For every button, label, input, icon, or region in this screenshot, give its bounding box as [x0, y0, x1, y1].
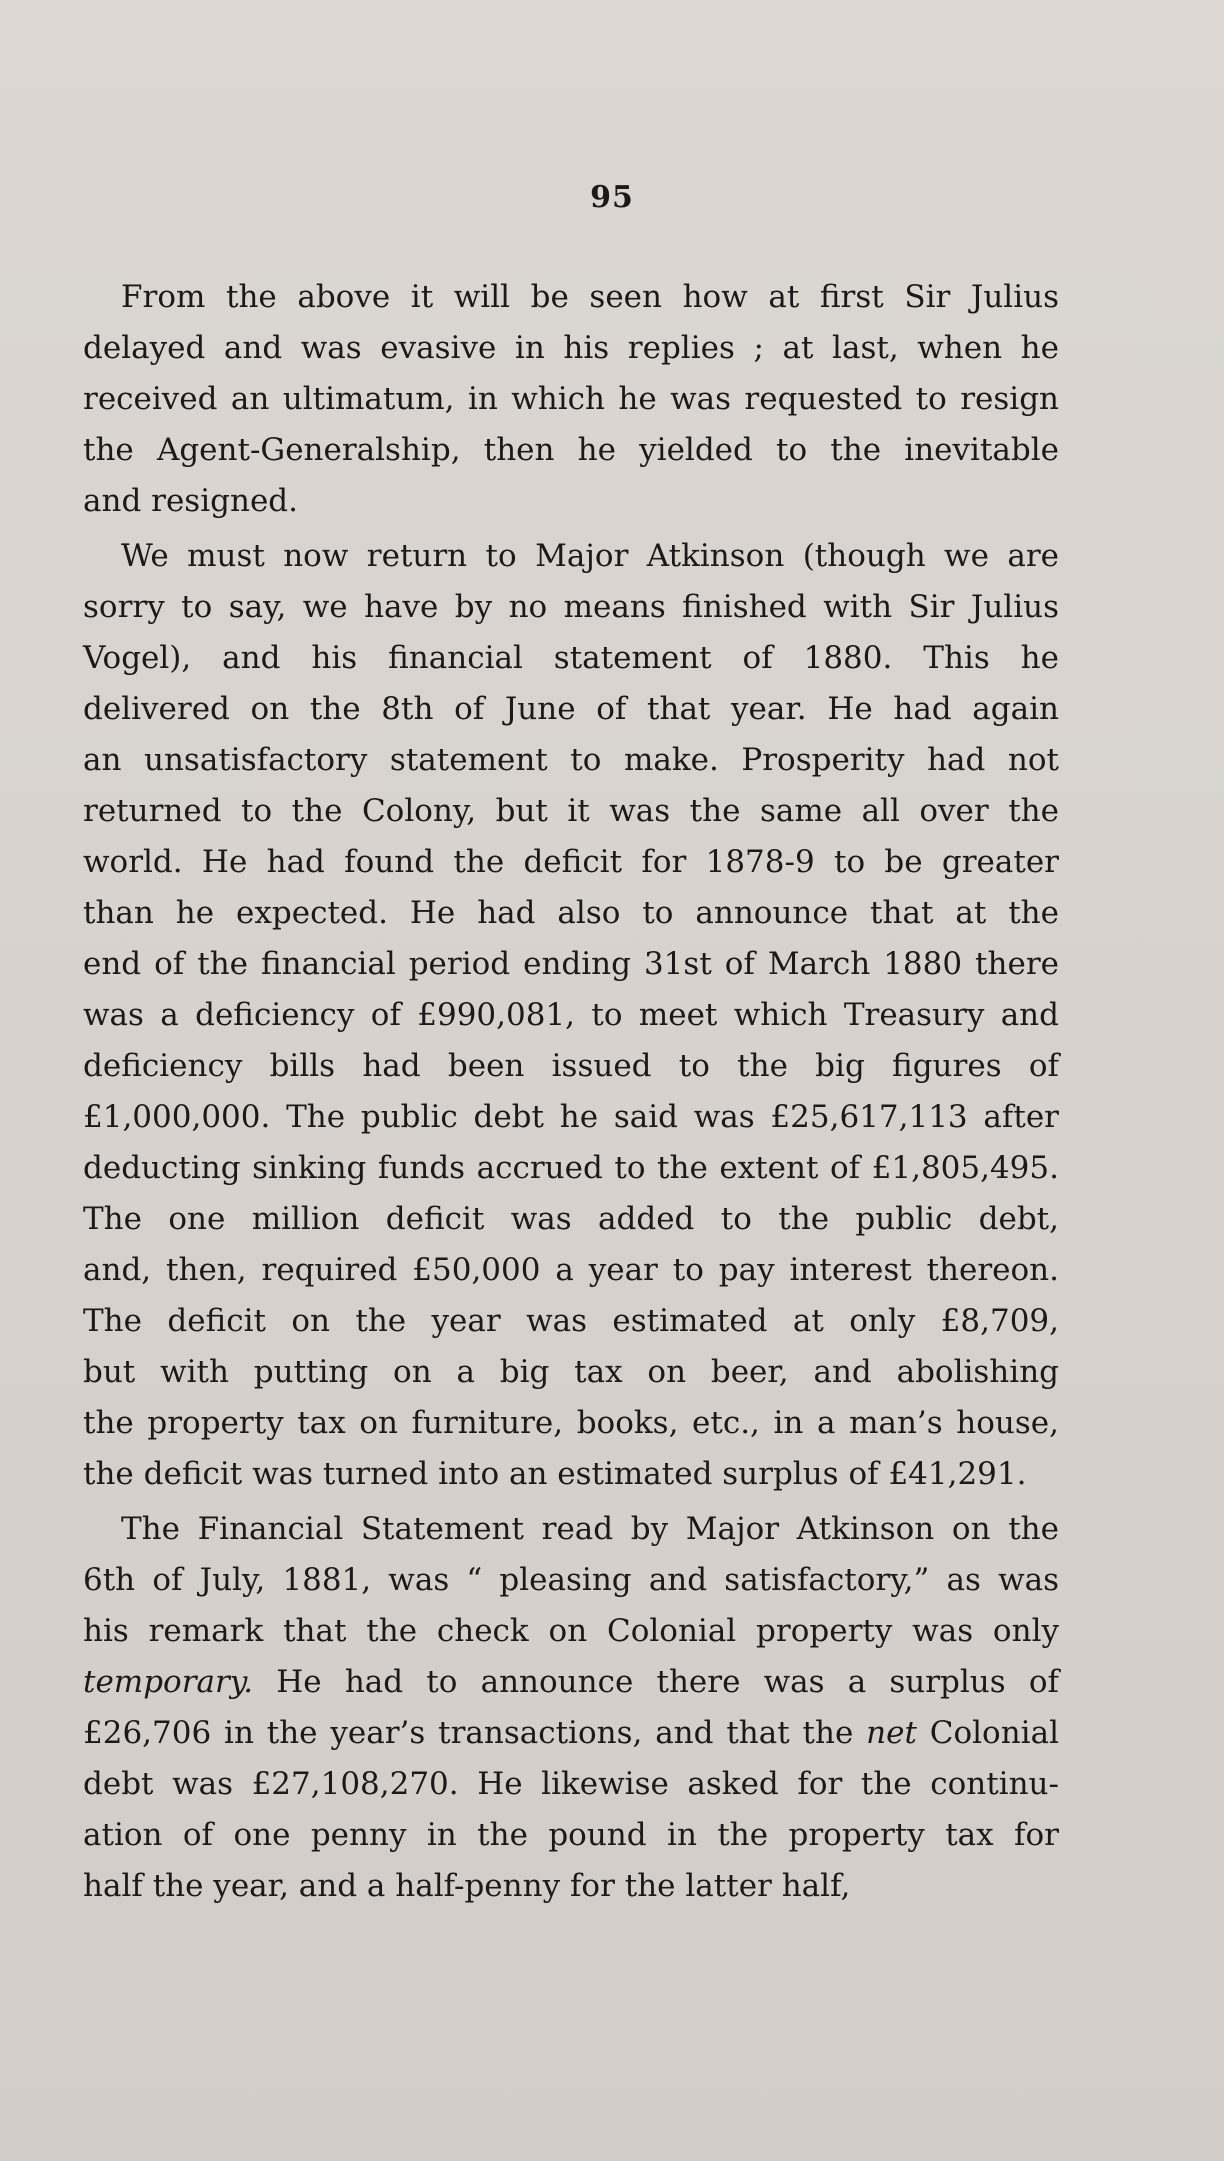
text-line: £1,000,000. The public debt he said was £25,617,113 after: [83, 1099, 1059, 1135]
text-line: ation of one penny in the pound in the property tax for: [83, 1817, 1059, 1853]
paragraph: [83, 531, 1059, 1500]
text-line: The one million deficit was added to the public debt,: [83, 1201, 1059, 1237]
text-line: From the above it will be seen how at first Sir Julius: [121, 279, 1059, 315]
text-line: 6th of July, 1881, was “ pleasing and satisfactory,” as was: [83, 1562, 1059, 1598]
paragraph: [83, 1504, 1059, 1912]
text-line: and resigned.: [83, 483, 298, 519]
text-line: world. He had found the deficit for 1878-9 to be greater: [83, 844, 1059, 880]
text-line: deficiency bills had been issued to the big figures of: [83, 1048, 1059, 1084]
text-line: the property tax on furniture, books, etc., in a man’s house,: [83, 1405, 1059, 1441]
text-line: The deficit on the year was estimated at only £8,709,: [83, 1303, 1059, 1339]
text-line: half the year, and a half-penny for the latter half,: [83, 1868, 851, 1904]
text-line: received an ultimatum, in which he was requested to resign: [83, 381, 1059, 417]
text-line: delayed and was evasive in his replies ; at last, when he: [83, 330, 1059, 366]
text-line: sorry to say, we have by no means finished with Sir Julius: [83, 589, 1059, 625]
text-line: his remark that the check on Colonial property was only: [83, 1613, 1059, 1649]
text-line: and, then, required £50,000 a year to pay interest thereon.: [83, 1252, 1059, 1288]
body-text: [83, 272, 1059, 1916]
text-line: the deficit was turned into an estimated surplus of £41,291.: [83, 1456, 1027, 1492]
text-line: The Financial Statement read by Major Atkinson on the: [121, 1511, 1059, 1547]
text-line: temporary. He had to announce there was a surplus of: [83, 1664, 1059, 1700]
text-line: Vogel), and his financial statement of 1880. This he: [83, 640, 1059, 676]
text-line: £26,706 in the year’s transactions, and that the net Colonial: [83, 1715, 1059, 1751]
text-line: but with putting on a big tax on beer, and abolishing: [83, 1354, 1059, 1390]
page-number: 95: [590, 180, 634, 215]
text-line: delivered on the 8th of June of that year. He had again: [83, 691, 1059, 727]
paragraph: [83, 272, 1059, 527]
text-line: We must now return to Major Atkinson (though we are: [121, 538, 1059, 574]
text-line: was a deficiency of £990,081, to meet which Treasury and: [83, 997, 1059, 1033]
text-line: an unsatisfactory statement to make. Prosperity had not: [83, 742, 1059, 778]
text-line: end of the financial period ending 31st of March 1880 there: [83, 946, 1059, 982]
text-line: debt was £27,108,270. He likewise asked for the continu-: [83, 1766, 1059, 1802]
text-line: the Agent-Generalship, then he yielded to the inevitable: [83, 432, 1059, 468]
text-line: deducting sinking funds accrued to the extent of £1,805,495.: [83, 1150, 1059, 1186]
text-line: returned to the Colony, but it was the same all over the: [83, 793, 1059, 829]
text-line: than he expected. He had also to announce that at the: [83, 895, 1059, 931]
